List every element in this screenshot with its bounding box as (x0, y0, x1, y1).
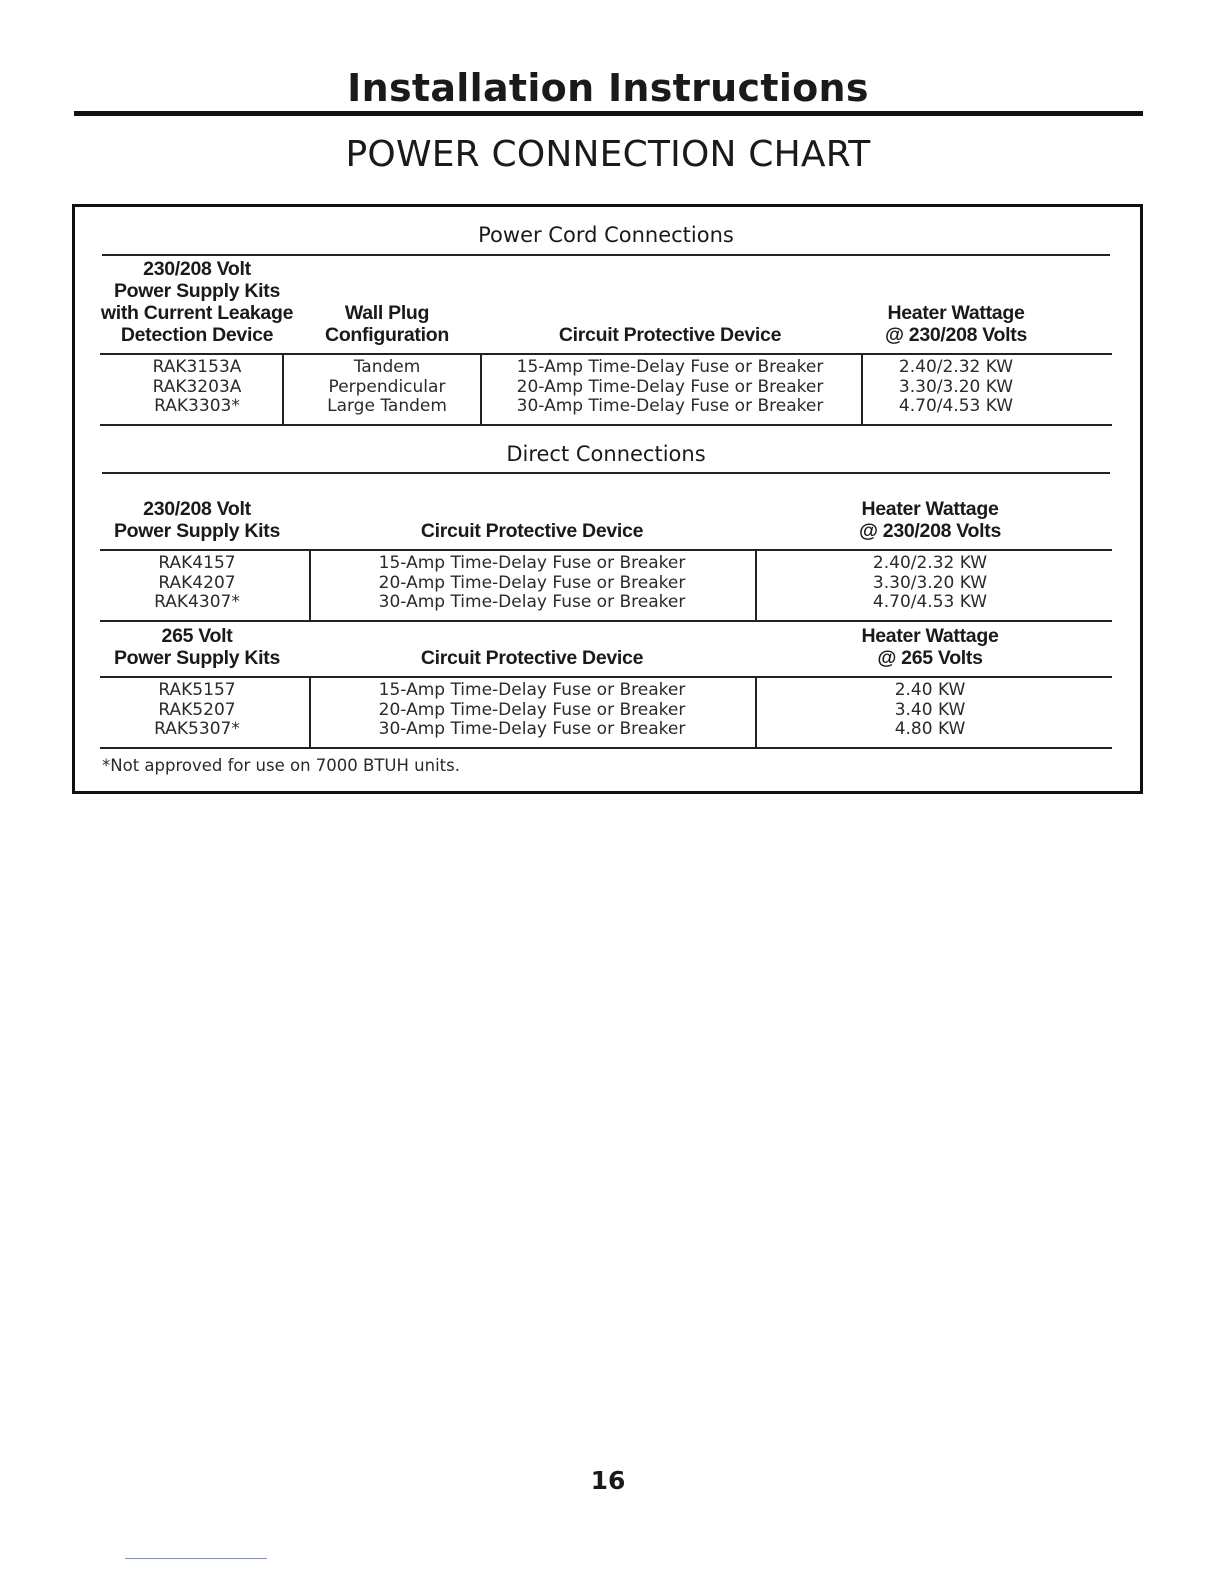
table-cell: 30-Amp Time-Delay Fuse or Breaker (516, 396, 824, 416)
direct-265-device-header (309, 647, 755, 669)
power-cord-kits-header (99, 258, 295, 346)
header-line: @ 265 Volts (877, 647, 983, 669)
table-cell: Perpendicular (328, 376, 446, 397)
table-cell: 3.30/3.20 KW (898, 376, 1014, 397)
table-cell: RAK4207 (158, 572, 236, 593)
table-cell: 15-Amp Time-Delay Fuse or Breaker (516, 357, 824, 377)
table-cell: 20-Amp Time-Delay Fuse or Breaker (378, 699, 686, 720)
header-line: Wall Plug (344, 302, 430, 324)
header-line: Circuit Protective Device (420, 520, 644, 542)
header-rule (74, 111, 1143, 116)
direct-230-wattage-header (755, 498, 1105, 542)
table-cell: Large Tandem (327, 396, 447, 416)
power-cord-top-rule (102, 254, 1110, 256)
power-cord-device-header (480, 324, 860, 346)
table-cell: 4.70/4.53 KW (872, 592, 988, 612)
direct-265-wattage-header (755, 625, 1105, 669)
power-connection-chart (72, 204, 1143, 794)
table-cell: 2.40/2.32 KW (898, 357, 1014, 377)
table-cell: 3.40 KW (894, 699, 966, 720)
header-line: Power Supply Kits (113, 280, 281, 302)
header-line: Circuit Protective Device (558, 324, 782, 346)
page-number: 16 (590, 1466, 626, 1495)
header-line: Heater Wattage (861, 498, 999, 520)
header-line: with Current Leakage (100, 302, 294, 324)
table-cell: Tandem (353, 357, 421, 377)
direct-230-header-rule (100, 549, 1112, 551)
direct-265-header-rule (100, 676, 1112, 678)
power-cord-section-title: Power Cord Connections (478, 223, 734, 247)
table-cell: RAK4307* (154, 592, 240, 612)
chart-title: POWER CONNECTION CHART (345, 134, 871, 175)
direct-265-device-column (309, 681, 755, 740)
table-cell: 3.30/3.20 KW (872, 572, 988, 593)
direct-230-wattage-column (755, 554, 1105, 613)
power-cord-bottom-rule (100, 424, 1112, 426)
table-cell: 2.40 KW (894, 680, 966, 700)
table-cell: RAK5307* (154, 719, 240, 739)
table-cell: 30-Amp Time-Delay Fuse or Breaker (378, 719, 686, 739)
direct-230-device-column (309, 554, 755, 613)
column-divider (861, 354, 863, 424)
header-line: Power Supply Kits (113, 647, 281, 669)
header-line: Configuration (325, 324, 449, 346)
column-divider (309, 550, 311, 620)
power-cord-kit-column (99, 358, 295, 417)
header-line: Detection Device (120, 324, 274, 346)
table-cell: 4.70/4.53 KW (898, 396, 1014, 416)
header-line: Circuit Protective Device (420, 647, 644, 669)
direct-230-kits-header (99, 498, 295, 542)
header-line: Power Supply Kits (113, 520, 281, 542)
header-line: 265 Volt (161, 625, 233, 647)
power-cord-plug-column (295, 358, 479, 417)
power-cord-plug-header (295, 302, 479, 346)
direct-230-kit-column (99, 554, 295, 613)
direct-265-kits-header (99, 625, 295, 669)
direct-265-wattage-column (755, 681, 1105, 740)
power-cord-wattage-column (861, 358, 1051, 417)
table-cell: RAK5157 (158, 680, 236, 700)
direct-section-title: Direct Connections (506, 442, 706, 466)
column-divider (309, 677, 311, 747)
power-cord-device-column (480, 358, 860, 417)
header-line: @ 230/208 Volts (858, 520, 1002, 542)
column-divider (480, 354, 482, 424)
table-cell: 2.40/2.32 KW (872, 553, 988, 573)
column-divider (755, 550, 757, 620)
column-divider (282, 354, 284, 424)
header-line: @ 230/208 Volts (884, 324, 1028, 346)
table-cell: 15-Amp Time-Delay Fuse or Breaker (378, 553, 686, 573)
table-cell: RAK3203A (152, 376, 242, 397)
direct-230-bottom-rule (100, 620, 1112, 622)
header-line: 230/208 Volt (143, 498, 251, 520)
direct-230-device-header (309, 520, 755, 542)
header-line: Heater Wattage (861, 625, 999, 647)
table-cell: 15-Amp Time-Delay Fuse or Breaker (378, 680, 686, 700)
header-line: Heater Wattage (887, 302, 1025, 324)
direct-265-bottom-rule (100, 747, 1112, 749)
table-cell: RAK3153A (152, 357, 242, 377)
table-cell: 20-Amp Time-Delay Fuse or Breaker (378, 572, 686, 593)
direct-265-kit-column (99, 681, 295, 740)
power-cord-wattage-header (861, 302, 1051, 346)
header-line: 230/208 Volt (143, 258, 251, 280)
chart-footnote: *Not approved for use on 7000 BTUH units. (102, 756, 460, 775)
table-cell: RAK4157 (158, 553, 236, 573)
table-cell: 30-Amp Time-Delay Fuse or Breaker (378, 592, 686, 612)
page-header-title: Installation Instructions (347, 66, 869, 110)
table-cell: RAK5207 (158, 699, 236, 720)
direct-top-rule (102, 472, 1110, 474)
power-cord-header-rule (100, 353, 1112, 355)
table-cell: RAK3303* (154, 396, 240, 416)
table-cell: 20-Amp Time-Delay Fuse or Breaker (516, 376, 824, 397)
corner-mark (125, 1558, 267, 1559)
column-divider (755, 677, 757, 747)
table-cell: 4.80 KW (894, 719, 966, 739)
